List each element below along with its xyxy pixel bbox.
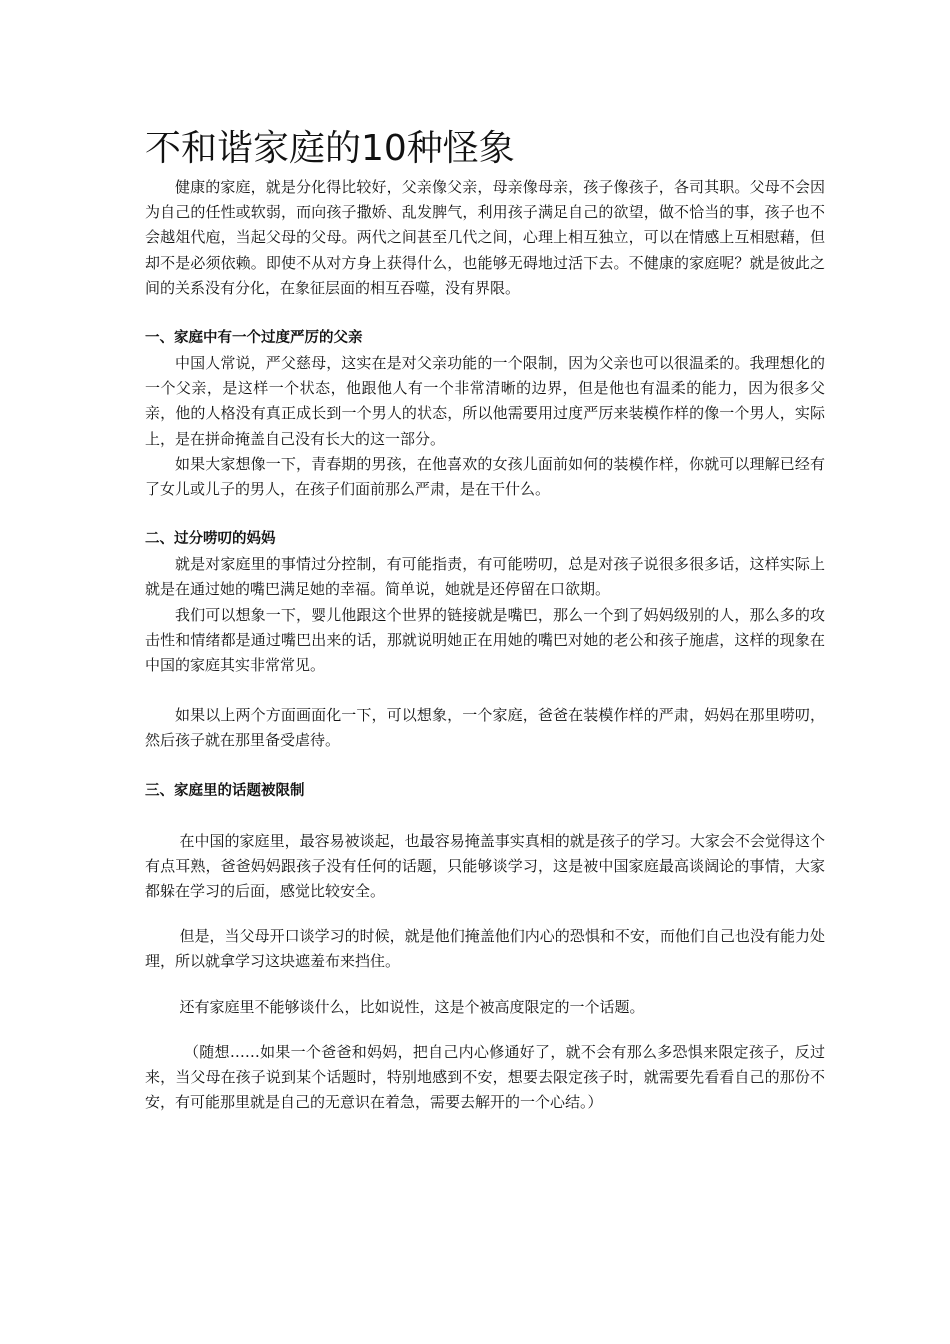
section-1-paragraph-2: 如果大家想像一下，青春期的男孩，在他喜欢的女孩儿面前如何的装模作样，你就可以理解已经有了女儿或儿子的男人，在孩子们面前那么严肃，是在干什么。: [145, 454, 825, 499]
section-3-paragraph-1: 在中国的家庭里，最容易被谈起，也最容易掩盖事实真相的就是孩子的学习。大家会不会觉得这个有点耳熟，爸爸妈妈跟孩子没有任何的话题，只能够谈学习，这是被中国家庭最高谈阔论的事情，大家都躲在学习的后面，感觉比较安全。: [145, 831, 825, 901]
section-2-paragraph-1: 就是对家庭里的事情过分控制，有可能指责，有可能唠叨，总是对孩子说很多很多话，这样实际上就是在通过她的嘴巴满足她的幸福。简单说，她就是还停留在口欲期。: [145, 555, 825, 599]
spacer: [145, 975, 825, 995]
spacer: [145, 678, 825, 703]
intro-paragraph: 健康的家庭，就是分化得比较好，父亲像父亲，母亲像母亲，孩子像孩子，各司其职。父母不会因为自己的任性或软弱，而向孩子撒娇、乱发脾气，利用孩子满足自己的欲望，做不恰当的事，孩子也不会越俎代庖，当起父母的父母。两代之间甚至几代之间，心理上相互独立，可以在情感上互相慰藉，但却不是必须依赖。即使不从对方身上获得什么，也能够无碍地过活下去。不健康的家庭呢？就是彼此之间的关系没有分化，在象征层面的相互吞噬，没有界限。: [145, 178, 825, 297]
section-1-paragraph-1: 中国人常说，严父慈母，这实在是对父亲功能的一个限制，因为父亲也可以很温柔的。我理想化的一个父亲，是这样一个状态，他跟他人有一个非常清晰的边界，但是他也有温柔的能力，因为很多父亲，他的人格没有真正成长到一个男人的状态，所以他需要用过度严厉来装模作样的像一个男人，实际上，是在拼命掩盖自己没有长大的这一部分。: [145, 354, 825, 448]
section-3-paragraph-2: 但是，当父母开口谈学习的时候，就是他们掩盖他们内心的恐惧和不安，而他们自己也没有能力处理，所以就拿学习这块遮羞布来挡住。: [145, 927, 825, 971]
section-3-heading: 三、家庭里的话题被限制: [145, 782, 305, 799]
section-2-paragraph-2: 我们可以想象一下，婴儿他跟这个世界的链接就是嘴巴，那么一个到了妈妈级别的人，那么多的攻击性和情绪都是通过嘴巴出来的话，那就说明她正在用她的嘴巴对她的老公和孩子施虐，这样的现象在中国的家庭其实非常常见。: [145, 605, 825, 675]
spacer: [145, 301, 825, 326]
section-2-paragraph-3: 如果以上两个方面画面化一下，可以想象，一个家庭，爸爸在装模作样的严肃，妈妈在那里唠叨，然后孩子就在那里备受虐待。: [145, 706, 825, 750]
document-title: 不和谐家庭的10种怪象: [145, 128, 515, 169]
spacer: [145, 904, 825, 924]
section-1-heading: 一、家庭中有一个过度严厉的父亲: [145, 330, 363, 347]
section-3-paragraph-3: 还有家庭里不能够谈什么，比如说性，这是个被高度限定的一个话题。: [179, 997, 645, 1016]
spacer: [145, 502, 825, 527]
section-2-heading: 二、过分唠叨的妈妈: [145, 531, 276, 548]
spacer: [145, 754, 825, 779]
spacer: [145, 1020, 825, 1040]
spacer: [145, 804, 825, 829]
section-3-paragraph-4: （随想……如果一个爸爸和妈妈，把自己内心修通好了，就不会有那么多恐惧来限定孩子，反过来，当父母在孩子说到某个话题时，特别地感到不安，想要去限定孩子时，就需要先看看自己的那份不安，有可能那里就是自己的无意识在着急，需要去解开的一个心结。）: [145, 1042, 825, 1112]
document-page: [145, 125, 825, 1115]
